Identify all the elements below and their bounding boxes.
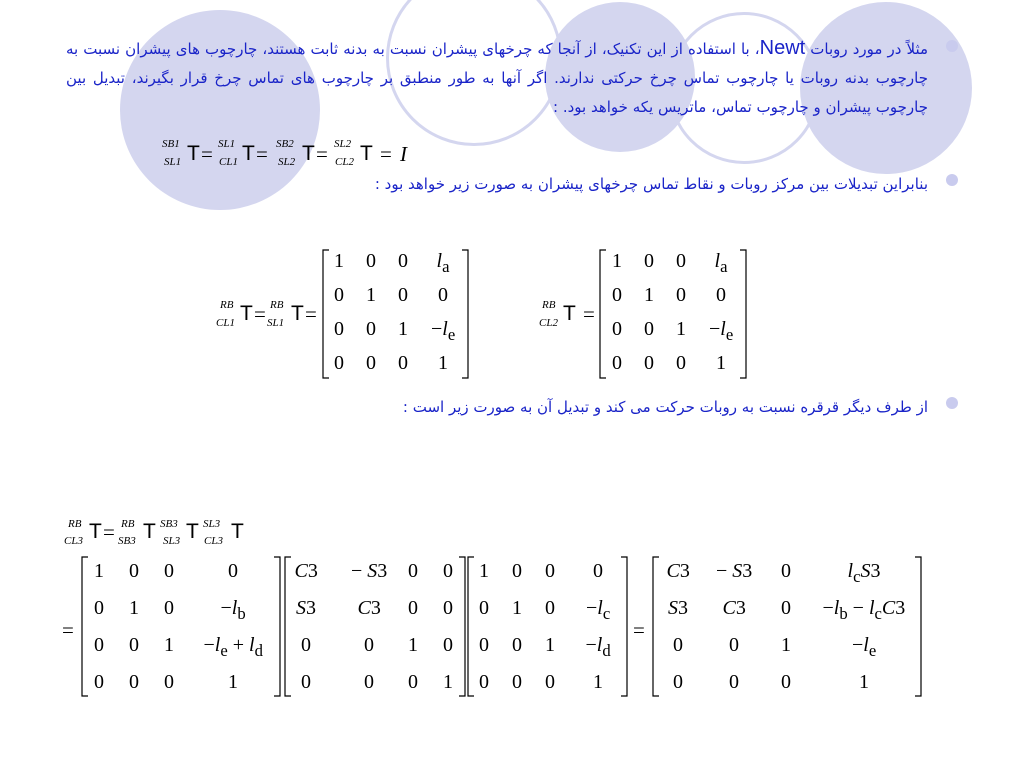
matrix-cl2-cell-r3-c2: 0: [644, 318, 654, 340]
matrix-cl2-cell-r4-c4: 1: [716, 352, 726, 374]
matrix-cl2-cell-r2-c3: 0: [676, 284, 686, 306]
matrix-translate-2-cell-r2-c1: 0: [479, 597, 489, 619]
eq1-equals-2: =: [256, 142, 268, 166]
cl1-T-1: T: [240, 302, 253, 325]
eq1-T-2: T: [242, 142, 255, 165]
matrix-translate-1-cell-r3-c3: 1: [164, 634, 174, 656]
matrix-cl1-cell-r4-c1: 0: [334, 352, 344, 374]
matrix-bracket: [323, 250, 329, 378]
cl3-sub-3: SL3: [163, 535, 181, 547]
matrix-cl2-cell-r2-c4: 0: [716, 284, 726, 306]
eq1-equals-3: =: [316, 142, 328, 166]
matrix-result-cell-r2-c2: C3: [722, 597, 746, 619]
matrix-result-cell-r3-c3: 1: [781, 634, 791, 656]
matrix-rotation-cell-r2-c4: 0: [443, 597, 453, 619]
matrix-translate-2-cell-r1-c2: 0: [512, 560, 522, 582]
cl1-sup-2: RB: [270, 299, 284, 311]
matrix-result-cell-r1-c1: C3: [666, 560, 690, 582]
matrix-translate-2-cell-r3-c2: 0: [512, 634, 522, 656]
cl3-equals-result: =: [633, 618, 645, 642]
matrix-translate-2-cell-r2-c2: 1: [512, 597, 522, 619]
cl3-T-4: T: [231, 520, 244, 543]
matrix-cl1-cell-r2-c3: 0: [398, 284, 408, 306]
matrix-cl2-cell-r1-c1: 1: [612, 250, 622, 272]
paragraph-newt-text-after: ، با استفاده از این تکنیک، از آنجا که چرخهای پیشران نسبت به بدنه ثابت هستند، چارچوب های پیشران نسبت به چارچوب بدنه روبات یا چارچوب تماس چرخ حرکتی ندارند. اگر آنها به طور منطبق بر چارچوب های تماس چرخ قرار بگیرند، تبدیل بین چارچوب پیشران و چارچوب تماس، ماتریس یکه خواهد بود. :: [66, 40, 928, 116]
matrix-cl1-cell-r1-c2: 0: [366, 250, 376, 272]
matrix-translate-1-cell-r1-c3: 0: [164, 560, 174, 582]
matrix-cl2-cell-r4-c3: 0: [676, 352, 686, 374]
matrix-translate-2-cell-r1-c3: 0: [545, 560, 555, 582]
matrix-cl2-cell-r4-c2: 0: [644, 352, 654, 374]
matrix-translate-1-cell-r1-c2: 0: [129, 560, 139, 582]
eq1-sup-1: SB1: [162, 138, 180, 150]
matrix-bracket: [82, 557, 88, 696]
matrix-translate-1-cell-r2-c1: 0: [94, 597, 104, 619]
eq1-sub-3: SL2: [278, 156, 296, 168]
matrix-result-cell-r2-c4: $-l_b - l_cC3$: [822, 597, 906, 623]
matrix-bracket: [740, 250, 746, 378]
matrix-result-cell-r3-c4: $-l_e$: [852, 634, 877, 660]
matrix-translate-1-cell-r4-c1: 0: [94, 671, 104, 693]
matrix-cl1-cell-r3-c3: 1: [398, 318, 408, 340]
matrix-cl1-cell-r4-c2: 0: [366, 352, 376, 374]
cl3-sup-2: RB: [121, 518, 135, 530]
matrix-cl2-cell-r2-c2: 1: [644, 284, 654, 306]
cl3-sup-4: SL3: [203, 518, 221, 530]
eq1-T-1: T: [187, 142, 200, 165]
matrix-translate-1-cell-r2-c4: $-l_b$: [220, 597, 246, 623]
matrix-rotation-cell-r3-c3: 1: [408, 634, 418, 656]
matrix-rotation-cell-r4-c4: 1: [443, 671, 453, 693]
matrix-translate-1-cell-r4-c4: 1: [228, 671, 238, 693]
matrix-bracket: [462, 250, 468, 378]
eq1-sup-3: SB2: [276, 138, 294, 150]
cl1-equals-2: =: [305, 302, 317, 326]
matrix-rotation-cell-r2-c2: C3: [357, 597, 381, 619]
matrix-cl1-cell-r1-c1: 1: [334, 250, 344, 272]
matrix-cl2-cell-r1-c2: 0: [644, 250, 654, 272]
matrix-rotation-cell-r2-c1: S3: [296, 597, 316, 619]
cl3-sub-2: SB3: [118, 535, 136, 547]
cl3-sub-1: CL3: [64, 535, 83, 547]
matrix-bracket: [274, 557, 280, 696]
matrix-rotation-cell-r4-c2: 0: [364, 671, 374, 693]
matrix-rotation-cell-r3-c1: 0: [301, 634, 311, 656]
matrix-translate-1-cell-r1-c4: 0: [228, 560, 238, 582]
cl2-equals-1: =: [583, 302, 595, 326]
cl1-T-2: T: [291, 302, 304, 325]
matrix-translate-2-cell-r4-c4: 1: [593, 671, 603, 693]
matrix-bracket: [915, 557, 921, 696]
cl3-T-1: T: [89, 520, 102, 543]
matrix-cl1-cell-r4-c3: 0: [398, 352, 408, 374]
matrix-translate-2-cell-r1-c4: 0: [593, 560, 603, 582]
paragraph-transforms-text: بنابراین تبدیلات بین مرکز روبات و نقاط تماس چرخهای پیشران به صورت زیر خواهد بود :: [374, 175, 928, 193]
matrix-bracket: [653, 557, 659, 696]
eq1-T-4: T: [360, 142, 373, 165]
eq1-sub-1: SL1: [164, 156, 182, 168]
matrix-cl1-cell-r3-c2: 0: [366, 318, 376, 340]
paragraph-pulley-text: از طرف دیگر قرقره نسبت به روبات حرکت می کند و تبدیل آن به صورت زیر است :: [402, 398, 928, 416]
matrix-translate-1-cell-r3-c2: 0: [129, 634, 139, 656]
cl3-equals-lead: =: [62, 618, 74, 642]
matrix-rotation-cell-r4-c1: 0: [301, 671, 311, 693]
matrix-cl2-cell-r1-c4: $l_a$: [714, 250, 728, 276]
cl2-sub-1: CL2: [539, 317, 558, 329]
matrix-cl1-cell-r2-c2: 1: [366, 284, 376, 306]
matrix-result-cell-r4-c3: 0: [781, 671, 791, 693]
matrix-translate-2-cell-r4-c2: 0: [512, 671, 522, 693]
matrix-translate-2-cell-r4-c3: 0: [545, 671, 555, 693]
matrix-result-cell-r2-c3: 0: [781, 597, 791, 619]
matrix-translate-1-cell-r4-c3: 0: [164, 671, 174, 693]
matrix-translate-1-cell-r2-c2: 1: [129, 597, 139, 619]
matrix-bracket: [600, 250, 606, 378]
cl1-sub-2: SL1: [267, 317, 285, 329]
eq1-sup-4: SL2: [334, 138, 352, 150]
cl1-sup-1: RB: [220, 299, 234, 311]
matrix-result-cell-r4-c1: 0: [673, 671, 683, 693]
matrix-result-cell-r1-c2: − S3: [716, 560, 753, 582]
matrix-rotation-cell-r1-c1: C3: [294, 560, 318, 582]
eq1-T-3: T: [302, 142, 315, 165]
matrix-result-cell-r4-c2: 0: [729, 671, 739, 693]
robot-name-newt: Newt: [759, 37, 806, 59]
matrix-rotation-cell-r4-c3: 0: [408, 671, 418, 693]
matrix-rotation-cell-r1-c2: − S3: [351, 560, 388, 582]
matrix-result-cell-r4-c4: 1: [859, 671, 869, 693]
matrix-translate-1-cell-r2-c3: 0: [164, 597, 174, 619]
eq1-sup-2: SL1: [218, 138, 236, 150]
matrix-cl1-cell-r3-c1: 0: [334, 318, 344, 340]
matrix-translate-2-cell-r1-c1: 1: [479, 560, 489, 582]
matrix-result-cell-r1-c4: $l_cS3$: [847, 560, 881, 586]
eq1-sub-2: CL1: [219, 156, 238, 168]
matrix-cl2-cell-r4-c1: 0: [612, 352, 622, 374]
matrix-cl1-cell-r2-c1: 0: [334, 284, 344, 306]
cl3-T-2: T: [143, 520, 156, 543]
matrix-cl1-cell-r2-c4: 0: [438, 284, 448, 306]
matrix-cl1-cell-r4-c4: 1: [438, 352, 448, 374]
eq1-equals-1: =: [201, 142, 213, 166]
matrix-bracket: [459, 557, 465, 696]
matrix-cl1-cell-r1-c3: 0: [398, 250, 408, 272]
matrix-cl2-cell-r3-c4: $-l_e$: [709, 318, 734, 344]
cl3-T-3: T: [186, 520, 199, 543]
matrix-translate-2-cell-r2-c3: 0: [545, 597, 555, 619]
matrix-translate-2-cell-r3-c3: 1: [545, 634, 555, 656]
cl3-equals-1: =: [103, 520, 115, 544]
cl3-sup-1: RB: [68, 518, 82, 530]
matrix-cl1-cell-r1-c4: $l_a$: [436, 250, 450, 276]
matrix-translate-1-cell-r3-c4: $-l_e + l_d$: [203, 634, 263, 660]
matrix-cl2-cell-r1-c3: 0: [676, 250, 686, 272]
cl3-sup-3: SB3: [160, 518, 178, 530]
matrix-result-cell-r3-c1: 0: [673, 634, 683, 656]
matrix-translate-2-cell-r3-c1: 0: [479, 634, 489, 656]
matrix-cl1-cell-r3-c4: $-l_e$: [431, 318, 456, 344]
matrix-translate-2-cell-r3-c4: $-l_d$: [585, 634, 611, 660]
matrix-cl2-cell-r3-c1: 0: [612, 318, 622, 340]
matrix-result-cell-r3-c2: 0: [729, 634, 739, 656]
eq1-equals-4: =: [380, 142, 392, 166]
matrix-rotation-cell-r1-c3: 0: [408, 560, 418, 582]
cl1-equals-1: =: [254, 302, 266, 326]
matrix-bracket: [285, 557, 291, 696]
cl2-T-1: T: [563, 302, 576, 325]
cl2-sup-1: RB: [542, 299, 556, 311]
matrix-cl2-cell-r2-c1: 0: [612, 284, 622, 306]
cl1-sub-1: CL1: [216, 317, 235, 329]
matrix-rotation-cell-r1-c4: 0: [443, 560, 453, 582]
matrix-translate-1-cell-r3-c1: 0: [94, 634, 104, 656]
matrix-translate-2-cell-r2-c4: $-l_c$: [586, 597, 611, 623]
cl3-sub-4: CL3: [204, 535, 223, 547]
matrix-translate-2-cell-r4-c1: 0: [479, 671, 489, 693]
matrix-translate-1-cell-r1-c1: 1: [94, 560, 104, 582]
matrix-result-cell-r2-c1: S3: [668, 597, 688, 619]
matrix-rotation-cell-r2-c3: 0: [408, 597, 418, 619]
paragraph-newt-text-before: مثلاً در مورد روبات: [805, 40, 928, 58]
matrix-translate-1-cell-r4-c2: 0: [129, 671, 139, 693]
matrix-cl2-cell-r3-c3: 1: [676, 318, 686, 340]
matrix-rotation-cell-r3-c2: 0: [364, 634, 374, 656]
eq1-result-I: I: [400, 142, 407, 166]
matrix-result-cell-r1-c3: 0: [781, 560, 791, 582]
eq1-sub-4: CL2: [335, 156, 354, 168]
matrix-bracket: [621, 557, 627, 696]
matrix-bracket: [468, 557, 474, 696]
matrix-rotation-cell-r3-c4: 0: [443, 634, 453, 656]
